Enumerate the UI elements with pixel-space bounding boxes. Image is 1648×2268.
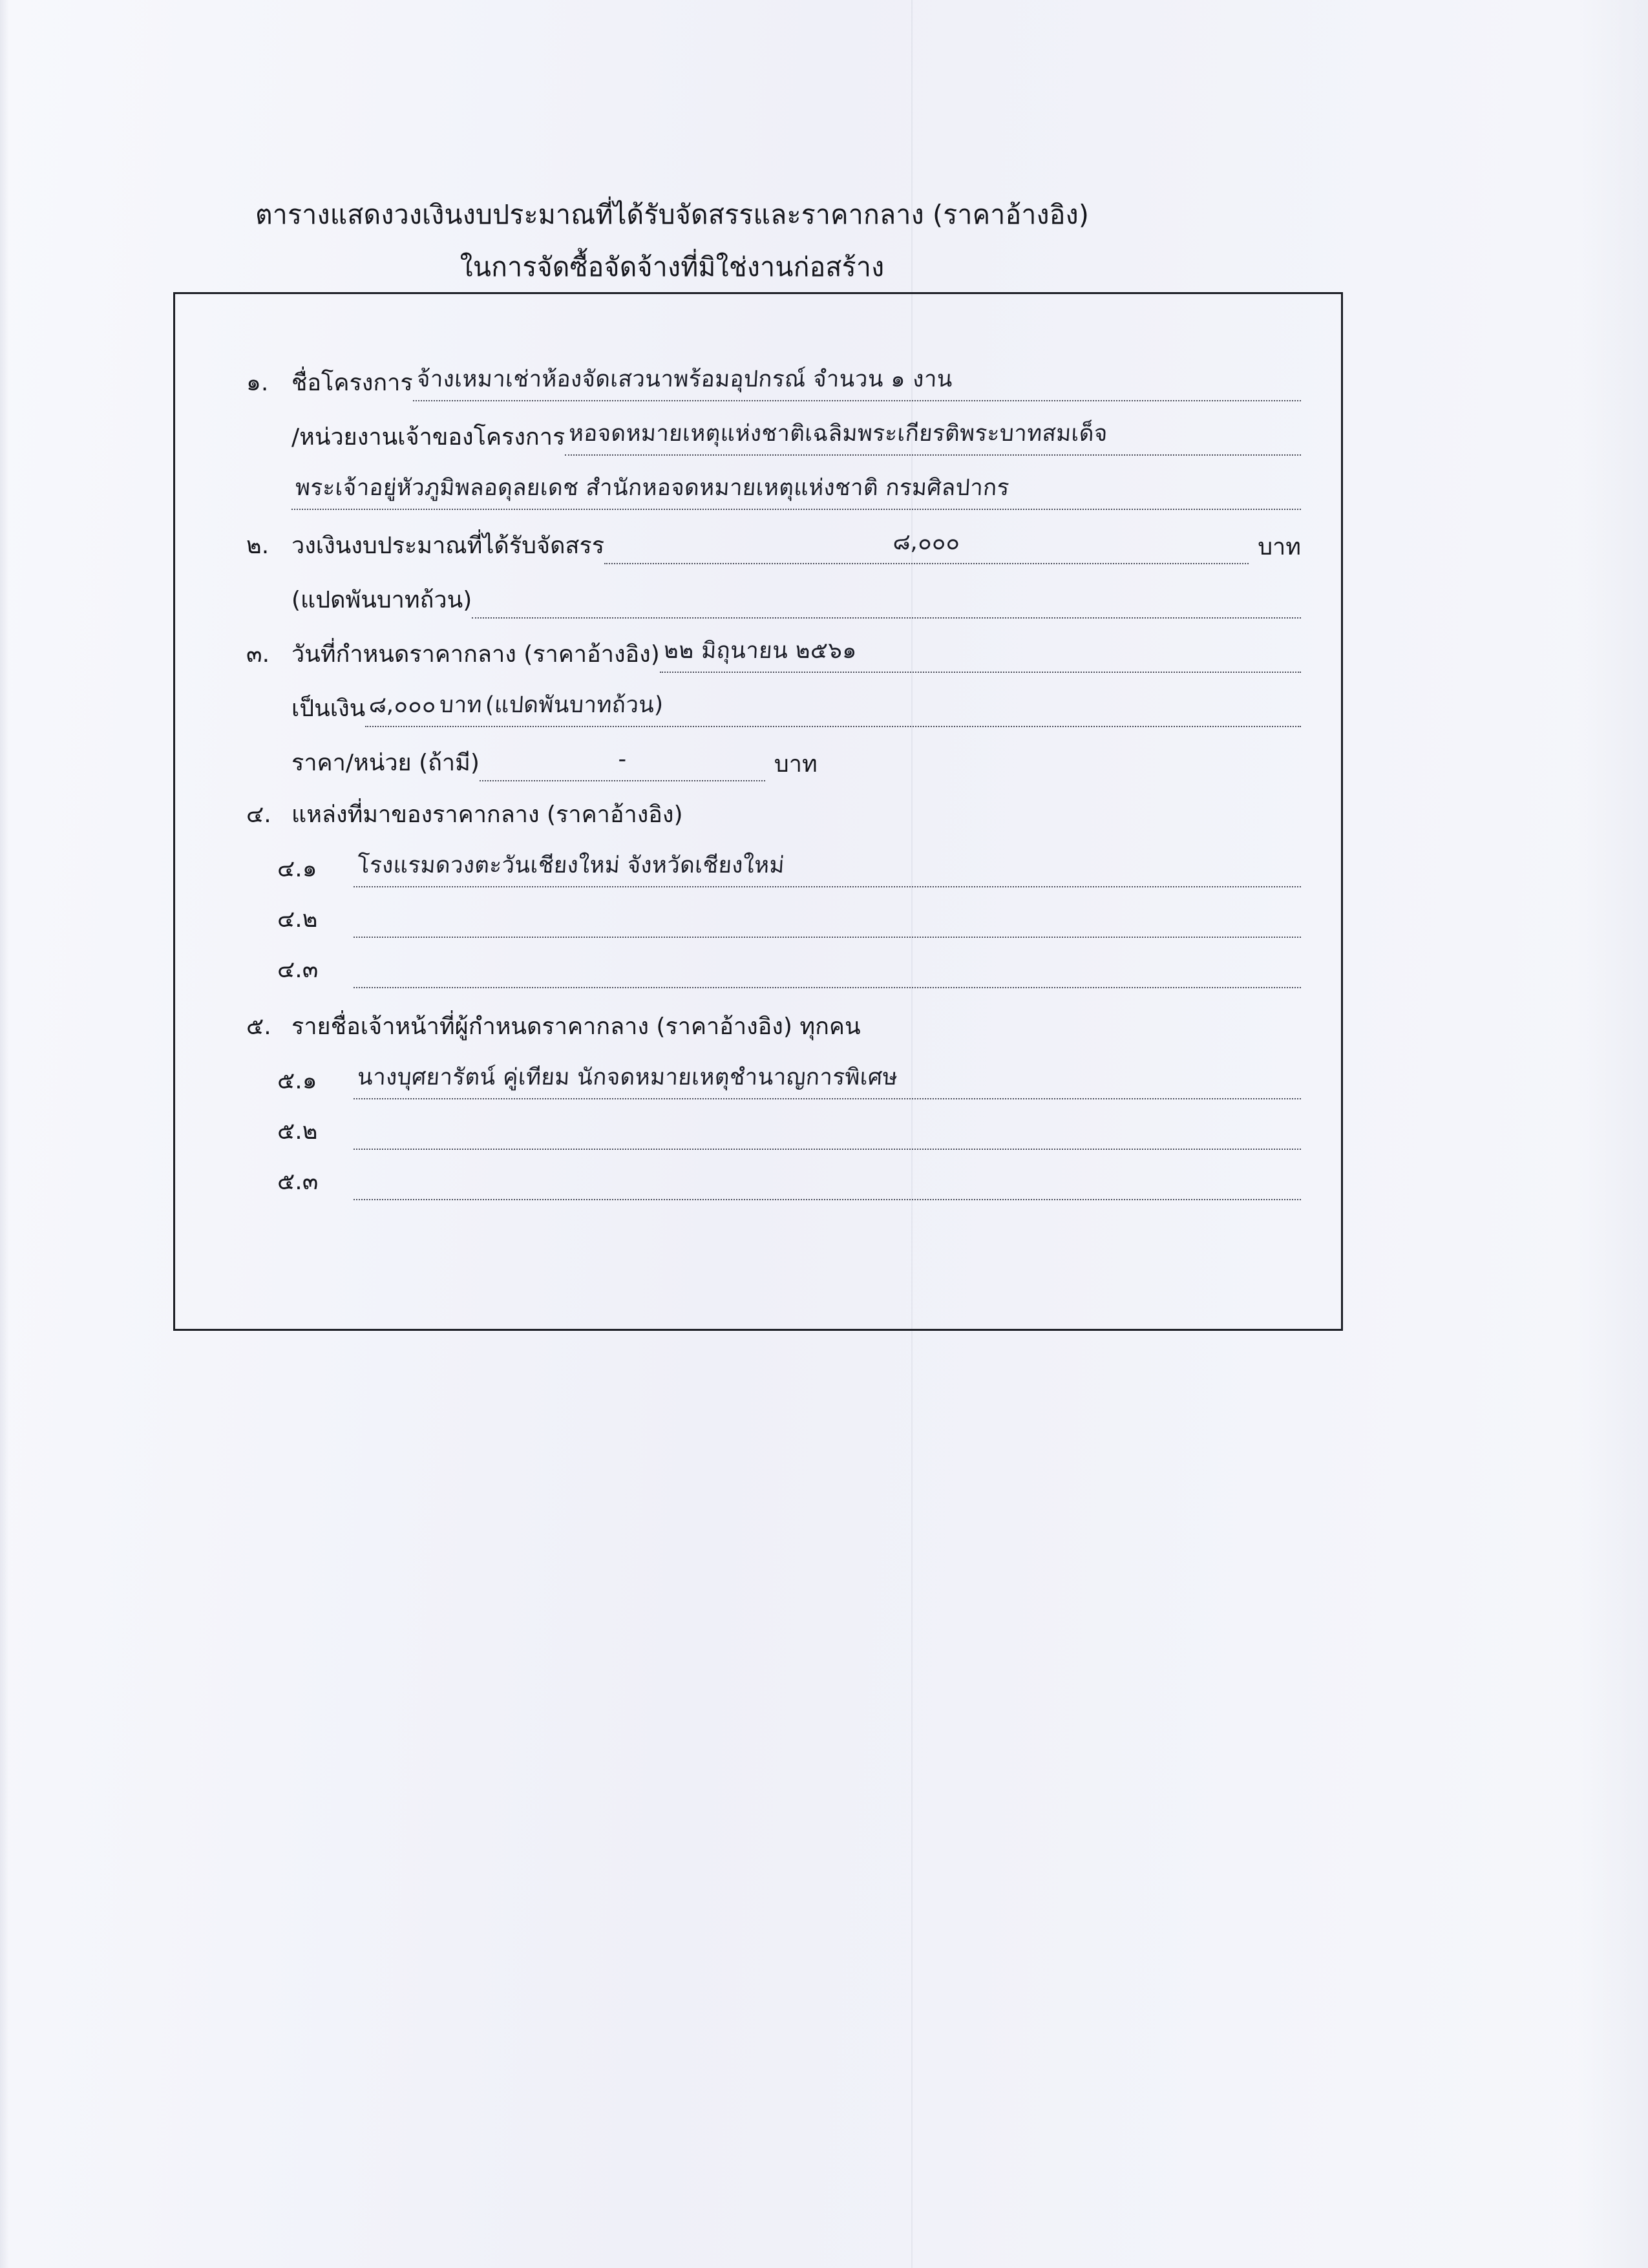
project-name-field[interactable] [413,363,1301,401]
item-number-5-3: ๕.๓ [277,1169,319,1195]
project-name-value: จ้างเหมาเช่าห้องจัดเสวนาพร้อมอุปกรณ์ จำนวน ๑ งาน [416,366,953,392]
unit-price-unit: บาท [774,751,818,778]
row-owner-unit [175,408,1341,456]
official-3-field[interactable] [354,1165,1301,1200]
item-number-5: ๕. [246,1013,271,1040]
owner-unit-field-line1[interactable] [565,417,1301,456]
official-1-value: นางบุศยารัตน์ คู่เทียม นักจดหมายเหตุชำนาญการพิเศษ [356,1065,898,1090]
row-amount [175,679,1341,727]
row-owner-unit-line2 [175,462,1341,510]
row-budget-words [175,571,1341,619]
scan-edge-right [1577,0,1648,2268]
title-line-1: ตารางแสดงวงเงินงบประมาณที่ได้รับจัดสรรและราคากลาง (ราคาอ้างอิง) [255,199,1090,230]
row-official-1 [175,1052,1341,1099]
row-source-heading [175,788,1341,833]
amount-unit-inline: บาท [439,692,483,718]
official-2-field[interactable] [354,1115,1301,1150]
row-date [175,625,1341,673]
owner-unit-value-line2: พระเจ้าอยู่หัวภูมิพลอดุลยเดช สำนักหอจดหมายเหตุแห่งชาติ กรมศิลปากร [294,475,1010,501]
source-label: แหล่งที่มาของราคากลาง (ราคาอ้างอิง) [291,801,683,828]
row-project-name [175,354,1341,401]
amount-label: เป็นเงิน [291,695,366,722]
budget-label: วงเงินงบประมาณที่ได้รับจัดสรร [291,533,605,559]
project-name-label: ชื่อโครงการ [291,370,413,396]
item-number-4-1: ๔.๑ [277,856,317,882]
budget-words: (แปดพันบาทถ้วน) [291,587,472,613]
item-number-4-3: ๔.๓ [277,957,319,983]
date-label: วันที่กำหนดราคากลาง (ราคาอ้างอิง) [291,641,660,668]
section-spacer [175,991,1341,1000]
source-3-field[interactable] [354,953,1301,988]
item-number-4-2: ๔.๒ [277,906,318,933]
scan-edge-left [0,0,9,2268]
date-field[interactable] [660,634,1301,673]
item-number-2: ๒. [246,533,269,559]
amount-field[interactable] [365,688,1301,727]
source-1-value: โรงแรมดวงตะวันเชียงใหม่ จังหวัดเชียงใหม่ [356,853,785,878]
form-border-box [173,292,1343,1331]
amount-words: (แปดพันบาทถ้วน) [484,692,664,718]
amount-value: ๘,๐๐๐ [368,692,438,718]
row-source-2 [175,890,1341,938]
item-number-3: ๓. [246,641,270,668]
row-official-2 [175,1102,1341,1150]
unit-price-field[interactable] [480,743,765,781]
item-number-1: ๑. [246,370,269,396]
item-number-5-1: ๕.๑ [277,1068,317,1094]
row-officials-heading [175,1000,1341,1045]
row-source-1 [175,840,1341,887]
page-title [0,194,1344,288]
title-line-2: ในการจัดซื้อจัดจ้างที่มิใช่งานก่อสร้าง [460,251,885,282]
row-unit-price [175,734,1341,781]
item-number-4: ๔. [246,801,271,828]
budget-unit: บาท [1258,534,1301,560]
row-official-3 [175,1152,1341,1200]
owner-unit-value-line1: หอจดหมายเหตุแห่งชาติเฉลิมพระเกียรติพระบาทสมเด็จ [568,421,1109,447]
officials-label: รายชื่อเจ้าหน้าที่ผู้กำหนดราคากลาง (ราคาอ้างอิง) ทุกคน [291,1013,861,1040]
budget-value: ๘,๐๐๐ [892,529,961,555]
row-source-3 [175,940,1341,988]
unit-price-label: ราคา/หน่วย (ถ้ามี) [291,750,480,776]
source-1-field[interactable] [354,849,1301,887]
unit-price-value: - [617,747,628,772]
budget-words-rest[interactable] [472,584,1301,619]
form-rows [175,354,1341,1203]
budget-field[interactable] [604,525,1249,564]
row-budget [175,516,1341,564]
source-2-field[interactable] [354,903,1301,938]
owner-unit-label: /หน่วยงานเจ้าของโครงการ [291,424,565,450]
official-1-field[interactable] [354,1061,1301,1099]
date-value: ๒๒ มิถุนายน ๒๕๖๑ [662,638,858,664]
item-number-5-2: ๕.๒ [277,1118,318,1145]
owner-unit-field-line2[interactable] [291,471,1301,510]
